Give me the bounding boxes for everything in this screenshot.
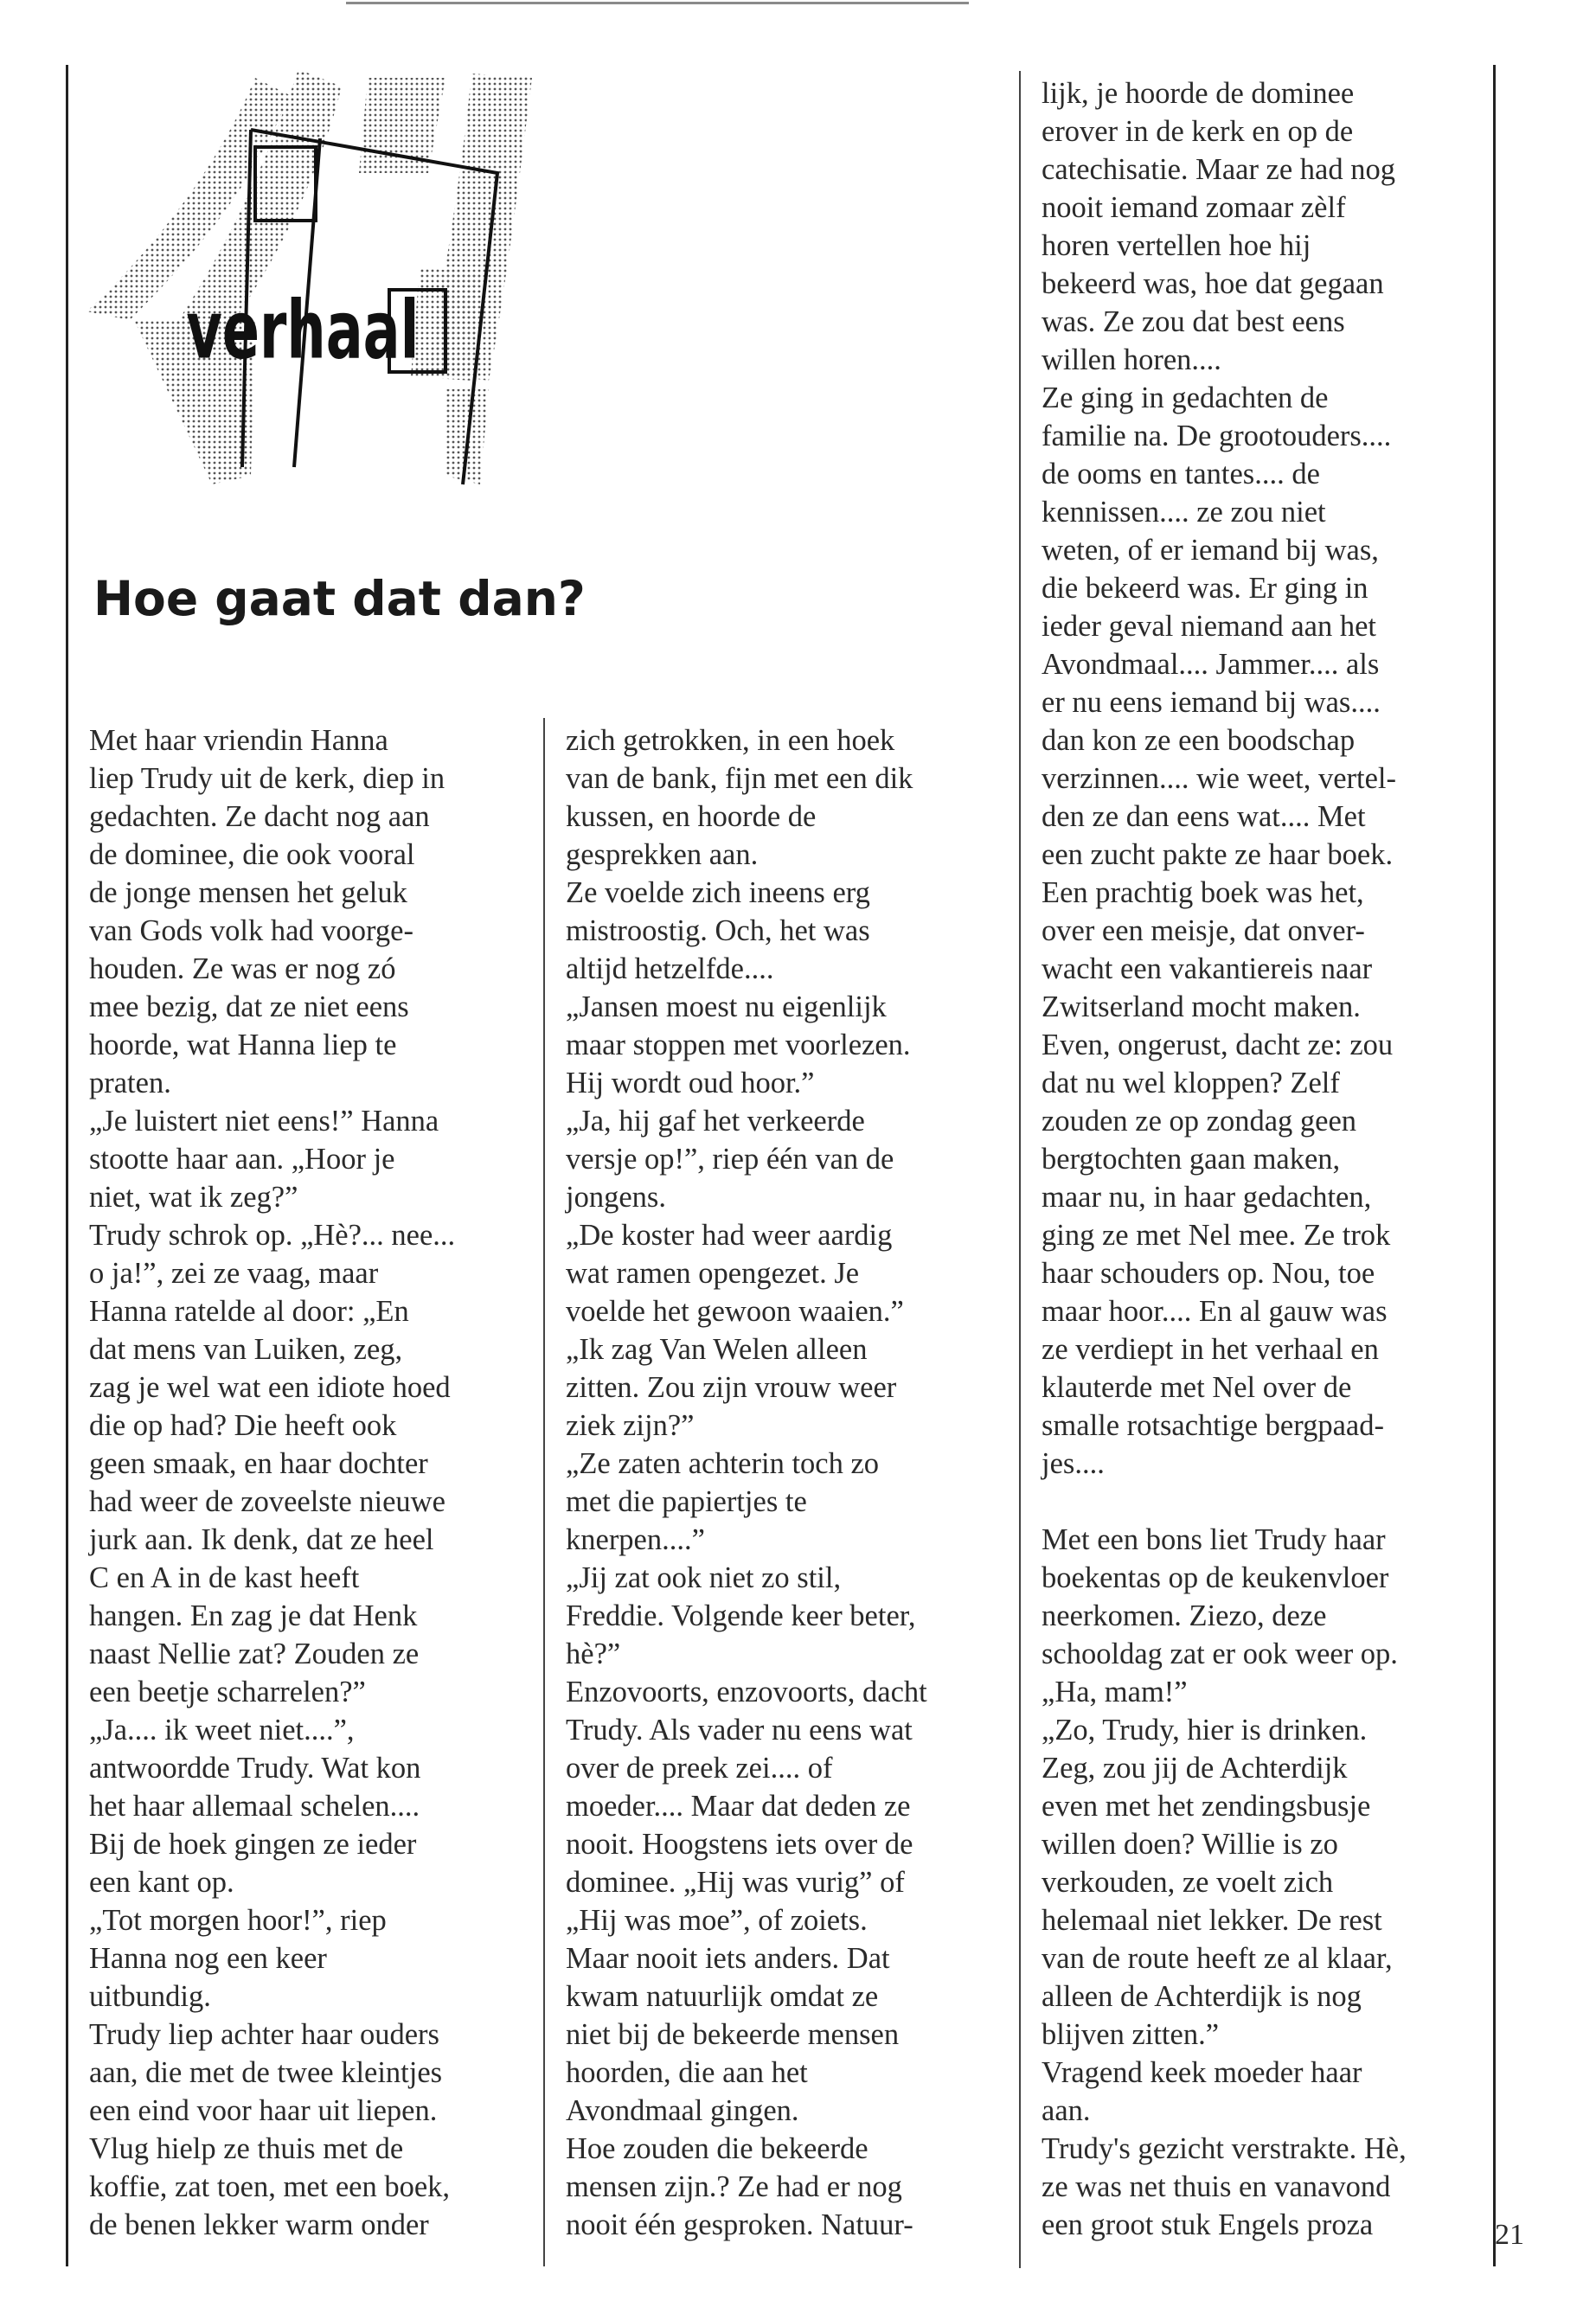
text-line [1042, 1483, 1407, 1521]
text-line: kwam natuurlijk omdat ze [566, 1980, 879, 2013]
text-line: altijd hetzelfde.... [566, 952, 774, 985]
text-line: geen smaak, en haar dochter [89, 1447, 428, 1480]
text-line: Ze voelde zich ineens erg [566, 876, 870, 909]
text-line: was. Ze zou dat best eens [1042, 305, 1345, 338]
text-line: horen vertellen hoe hij [1042, 229, 1311, 262]
text-line: willen doen? Willie is zo [1042, 1828, 1338, 1861]
page-title: Hoe gaat dat dan? [93, 571, 586, 626]
text-line: Trudy liep achter haar ouders [89, 2018, 439, 2051]
text-line: liep Trudy uit de kerk, diep in [89, 762, 445, 795]
text-line: die bekeerd was. Er ging in [1042, 572, 1368, 605]
text-line: had weer de zoveelste nieuwe [89, 1485, 445, 1518]
text-line: Enzovoorts, enzovoorts, dacht [566, 1676, 927, 1708]
text-line: jurk aan. Ik denk, dat ze heel [89, 1523, 434, 1556]
text-line: C en A in de kast heeft [89, 1561, 360, 1594]
text-line: ging ze met Nel mee. Ze trok [1042, 1219, 1391, 1252]
text-line: een zucht pakte ze haar boek. [1042, 838, 1394, 871]
text-line: neerkomen. Ziezo, deze [1042, 1599, 1327, 1632]
text-line: hangen. En zag je dat Henk [89, 1599, 418, 1632]
column-divider-1 [543, 718, 545, 2266]
text-line: ziek zijn?” [566, 1409, 695, 1442]
text-line: praten. [89, 1067, 171, 1099]
text-line: kussen, en hoorde de [566, 800, 817, 833]
text-line: Ze ging in gedachten de [1042, 381, 1329, 414]
top-rule [346, 2, 969, 4]
text-line: Trudy's gezicht verstrakte. Hè, [1042, 2132, 1407, 2165]
text-line: van de bank, fijn met een dik [566, 762, 913, 795]
text-line: Hanna ratelde al door: „En [89, 1295, 409, 1328]
text-line: o ja!”, zei ze vaag, maar [89, 1257, 379, 1290]
text-line: Maar nooit iets anders. Dat [566, 1942, 890, 1975]
text-line: mensen zijn.? Ze had er nog [566, 2170, 902, 2203]
text-line: nooit. Hoogstens iets over de [566, 1828, 913, 1861]
text-line: verzinnen.... wie weet, vertel- [1042, 762, 1396, 795]
text-line: het haar allemaal schelen.... [89, 1790, 420, 1823]
text-line: verkouden, ze voelt zich [1042, 1866, 1334, 1899]
text-line: over de preek zei.... of [566, 1752, 833, 1785]
text-line: Zwitserland mocht maken. [1042, 990, 1361, 1023]
text-line: ieder geval niemand aan het [1042, 610, 1376, 643]
text-line: „Ze zaten achterin toch zo [566, 1447, 880, 1480]
text-line: „Ja.... ik weet niet....”, [89, 1714, 355, 1747]
text-line: zag je wel wat een idiote hoed [89, 1371, 451, 1404]
text-line: catechisatie. Maar ze had nog [1042, 153, 1395, 186]
text-line: Avondmaal.... Jammer.... als [1042, 648, 1380, 681]
text-line: wacht een vakantiereis naar [1042, 952, 1373, 985]
text-line: „Ha, mam!” [1042, 1676, 1188, 1708]
text-line: knerpen....” [566, 1523, 705, 1556]
text-line: Freddie. Volgende keer beter, [566, 1599, 916, 1632]
text-line: kennissen.... ze zou niet [1042, 496, 1326, 529]
text-line: helemaal niet lekker. De rest [1042, 1904, 1382, 1937]
text-column-3 [1042, 74, 1407, 2244]
text-line: Een prachtig boek was het, [1042, 876, 1364, 909]
text-line: ze was net thuis en vanavond [1042, 2170, 1391, 2203]
text-line: Vragend keek moeder haar [1042, 2056, 1362, 2089]
text-line: Even, ongerust, dacht ze: zou [1042, 1029, 1394, 1061]
verhaal-logo [82, 61, 567, 510]
text-line: niet bij de bekeerde mensen [566, 2018, 900, 2051]
text-line: maar nu, in haar gedachten, [1042, 1181, 1372, 1214]
text-line: zich getrokken, in een hoek [566, 724, 895, 757]
text-line: mistroostig. Och, het was [566, 914, 870, 947]
text-line: van de route heeft ze al klaar, [1042, 1942, 1393, 1975]
text-line: „Zo, Trudy, hier is drinken. [1042, 1714, 1368, 1747]
text-line: dan kon ze een boodschap [1042, 724, 1356, 757]
text-line: dat nu wel kloppen? Zelf [1042, 1067, 1340, 1099]
text-line: smalle rotsachtige bergpaad- [1042, 1409, 1384, 1442]
text-line: alleen de Achterdijk is nog [1042, 1980, 1362, 2013]
text-line: houden. Ze was er nog zó [89, 952, 396, 985]
text-line: naast Nellie zat? Zouden ze [89, 1638, 420, 1670]
text-line: willen horen.... [1042, 343, 1221, 376]
text-line: een groot stuk Engels proza [1042, 2208, 1374, 2241]
text-line: haar schouders op. Nou, toe [1042, 1257, 1375, 1290]
text-line: een kant op. [89, 1866, 234, 1899]
text-line: nooit iemand zomaar zèlf [1042, 191, 1346, 224]
text-line: jes.... [1042, 1447, 1105, 1480]
text-line: lijk, je hoorde de dominee [1042, 77, 1355, 110]
text-line: „Jij zat ook niet zo stil, [566, 1561, 842, 1594]
text-line: bergtochten gaan maken, [1042, 1143, 1341, 1176]
text-line: een eind voor haar uit liepen. [89, 2094, 438, 2127]
text-line: erover in de kerk en op de [1042, 115, 1354, 148]
text-line: moeder.... Maar dat deden ze [566, 1790, 911, 1823]
text-line: boekentas op de keukenvloer [1042, 1561, 1389, 1594]
text-line: aan. [1042, 2094, 1091, 2127]
page-number: 21 [1495, 2219, 1524, 2251]
text-line: maar hoor.... En al gauw was [1042, 1295, 1388, 1328]
text-line: jongens. [566, 1181, 666, 1214]
text-line: „De koster had weer aardig [566, 1219, 893, 1252]
text-line: over een meisje, dat onver- [1042, 914, 1365, 947]
text-line: den ze dan eens wat.... Met [1042, 800, 1366, 833]
text-line: niet, wat ik zeg?” [89, 1181, 298, 1214]
text-line: Hoe zouden die bekeerde [566, 2132, 869, 2165]
text-line: dominee. „Hij was vurig” of [566, 1866, 905, 1899]
text-line: ze verdiept in het verhaal en [1042, 1333, 1379, 1366]
text-line: de jonge mensen het geluk [89, 876, 407, 909]
text-line: „Tot morgen hoor!”, riep [89, 1904, 387, 1937]
text-line: mee bezig, dat ze niet eens [89, 990, 409, 1023]
text-line: Trudy. Als vader nu eens wat [566, 1714, 913, 1747]
text-line: maar stoppen met voorlezen. [566, 1029, 911, 1061]
left-margin-rule [66, 65, 68, 2266]
text-line: stootte haar aan. „Hoor je [89, 1143, 395, 1176]
text-line: koffie, zat toen, met een boek, [89, 2170, 451, 2203]
text-line: klauterde met Nel over de [1042, 1371, 1352, 1404]
text-line: Avondmaal gingen. [566, 2094, 799, 2127]
text-line: blijven zitten.” [1042, 2018, 1220, 2051]
text-line: Hanna nog een keer [89, 1942, 327, 1975]
text-line: antwoordde Trudy. Wat kon [89, 1752, 421, 1785]
column-divider-2 [1019, 71, 1021, 2268]
text-line: die op had? Die heeft ook [89, 1409, 397, 1442]
text-line: zouden ze op zondag geen [1042, 1105, 1357, 1138]
text-line: Bij de hoek gingen ze ieder [89, 1828, 417, 1861]
text-line: „Ja, hij gaf het verkeerde [566, 1105, 865, 1138]
text-line: wat ramen opengezet. Je [566, 1257, 860, 1290]
text-line: met die papiertjes te [566, 1485, 807, 1518]
text-column-1 [89, 721, 455, 2244]
text-line: zitten. Zou zijn vrouw weer [566, 1371, 897, 1404]
text-line: aan, die met de twee kleintjes [89, 2056, 443, 2089]
text-line: gedachten. Ze dacht nog aan [89, 800, 430, 833]
text-line: Met haar vriendin Hanna [89, 724, 388, 757]
text-line: „Ik zag Van Welen alleen [566, 1333, 868, 1366]
text-line: „Je luistert niet eens!” Hanna [89, 1105, 439, 1138]
text-line: familie na. De grootouders.... [1042, 420, 1392, 452]
text-line: hè?” [566, 1638, 621, 1670]
text-line: Vlug hielp ze thuis met de [89, 2132, 404, 2165]
text-line: Zeg, zou jij de Achterdijk [1042, 1752, 1348, 1785]
text-line: een beetje scharrelen?” [89, 1676, 366, 1708]
text-line: hoorde, wat Hanna liep te [89, 1029, 397, 1061]
text-line: de dominee, die ook vooral [89, 838, 415, 871]
logo-text: verhaal [186, 283, 420, 377]
text-line: Hij wordt oud hoor.” [566, 1067, 815, 1099]
text-line: nooit één gesproken. Natuur- [566, 2208, 913, 2241]
text-line: de ooms en tantes.... de [1042, 458, 1320, 490]
text-line: dat mens van Luiken, zeg, [89, 1333, 403, 1366]
text-line: weten, of er iemand bij was, [1042, 534, 1379, 567]
text-line: „Hij was moe”, of zoiets. [566, 1904, 868, 1937]
text-line: voelde het gewoon waaien.” [566, 1295, 904, 1328]
text-line: hoorden, die aan het [566, 2056, 808, 2089]
text-line: „Jansen moest nu eigenlijk [566, 990, 887, 1023]
text-line: versje op!”, riep één van de [566, 1143, 894, 1176]
text-line: Met een bons liet Trudy haar [1042, 1523, 1386, 1556]
text-line: even met het zendingsbusje [1042, 1790, 1371, 1823]
text-line: er nu eens iemand bij was.... [1042, 686, 1381, 719]
text-line: Trudy schrok op. „Hè?... nee... [89, 1219, 456, 1252]
text-line: van Gods volk had voorge- [89, 914, 413, 947]
text-line: schooldag zat er ook weer op. [1042, 1638, 1398, 1670]
text-line: bekeerd was, hoe dat gegaan [1042, 267, 1384, 300]
text-column-2 [566, 721, 927, 2244]
text-line: uitbundig. [89, 1980, 211, 2013]
text-line: gesprekken aan. [566, 838, 759, 871]
text-line: de benen lekker warm onder [89, 2208, 429, 2241]
right-margin-rule [1493, 65, 1496, 2266]
